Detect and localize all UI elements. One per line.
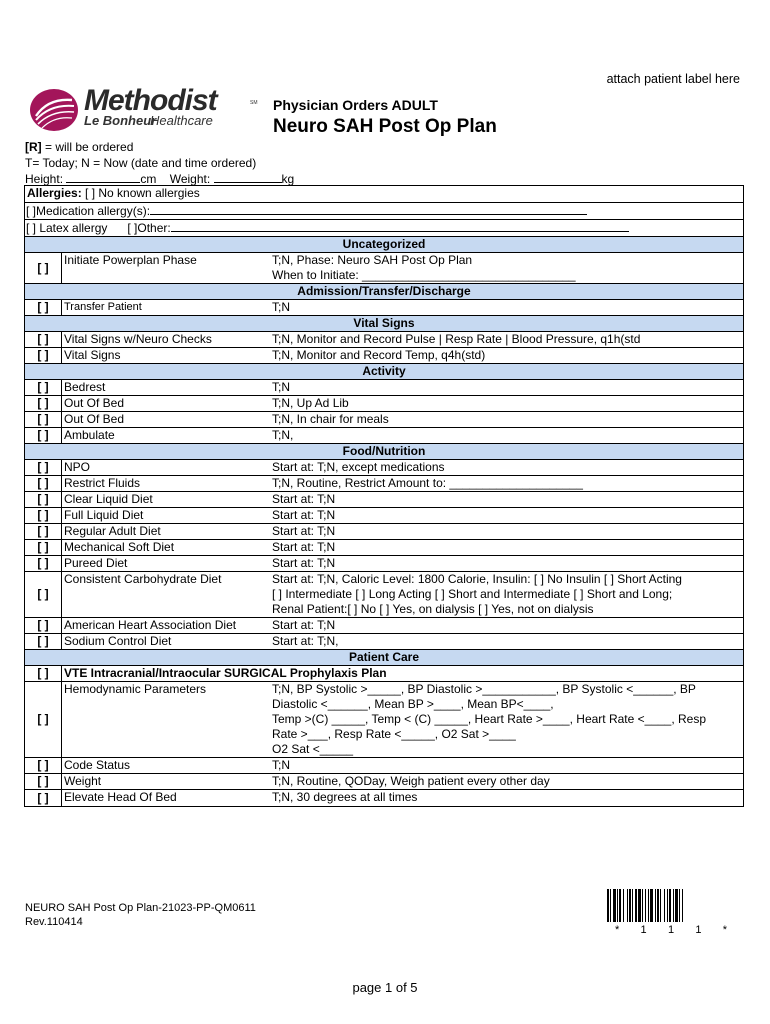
order-details: T;N, Monitor and Record Pulse | Resp Rate | Blood Pressure, q1h(std bbox=[272, 332, 641, 346]
order-details: Start at: T;N, Caloric Level: 1800 Calorie, Insulin: [ ] No Insulin [ ] Short Acting [ ] Intermediate [ ] Long Acting [ ] Short and Intermediate [ ] Short and Long; Renal Patient:[ ] No [ ] Yes, on dialysis [ ] Yes, not on dialysis bbox=[272, 572, 682, 616]
order-checkbox[interactable]: [ ] bbox=[25, 682, 62, 757]
order-row bbox=[25, 524, 743, 540]
order-name: Pureed Diet bbox=[64, 556, 128, 570]
section-header: Patient Care bbox=[25, 650, 743, 666]
order-details: T;N, BP Systolic >_____, BP Diastolic >___________, BP Systolic <______, BP Diastolic <______, Mean BP >____, Mean BP<____, Temp >(C) _____, Temp < (C) _____, Heart Rate >____, Heart Rate <____, Resp Rate >___, Resp Rate <_____, O2 Sat >____ O2 Sat <_____ bbox=[272, 682, 707, 756]
order-name: Consistent Carbohydrate Diet bbox=[64, 572, 222, 586]
order-details: T;N bbox=[272, 758, 290, 772]
medication-allergy-label: [ ]Medication allergy(s): bbox=[26, 204, 151, 218]
order-row bbox=[25, 428, 743, 444]
order-checkbox[interactable]: [ ] bbox=[25, 634, 62, 649]
latex-allergy-checkbox[interactable]: [ ] Latex allergy bbox=[26, 221, 108, 235]
revision: Rev.110414 bbox=[25, 916, 83, 928]
order-details: T;N, In chair for meals bbox=[272, 412, 389, 426]
order-details: T;N, Phase: Neuro SAH Post Op Plan When to Initiate: ________________________________ bbox=[272, 253, 576, 282]
order-name: Full Liquid Diet bbox=[64, 508, 144, 522]
order-row bbox=[25, 682, 743, 758]
order-name: Regular Adult Diet bbox=[64, 524, 161, 538]
order-row bbox=[25, 332, 743, 348]
order-name: Vital Signs bbox=[64, 348, 121, 362]
order-checkbox[interactable]: [ ] bbox=[25, 396, 62, 411]
order-name: Clear Liquid Diet bbox=[64, 492, 153, 506]
logo-service-mark: SM bbox=[250, 100, 258, 106]
order-checkbox[interactable]: [ ] bbox=[25, 618, 62, 633]
order-details: Start at: T;N bbox=[272, 618, 336, 632]
barcode-char: 1 bbox=[695, 924, 702, 936]
order-checkbox[interactable]: [ ] bbox=[25, 666, 62, 681]
order-checkbox[interactable]: [ ] bbox=[25, 572, 62, 617]
order-details: T;N, 30 degrees at all times bbox=[272, 790, 418, 804]
other-allergy-label[interactable]: [ ]Other: bbox=[127, 221, 171, 235]
order-name: Transfer Patient bbox=[64, 301, 142, 313]
methodist-logo-mark-icon bbox=[28, 86, 82, 134]
order-name: Bedrest bbox=[64, 380, 106, 394]
form-kind: Physician Orders ADULT bbox=[273, 97, 438, 113]
height-weight-line bbox=[25, 171, 294, 186]
barcode-icon bbox=[607, 889, 724, 927]
weight-field[interactable] bbox=[214, 171, 282, 183]
order-name: Vital Signs w/Neuro Checks bbox=[64, 332, 212, 346]
order-row bbox=[25, 790, 743, 806]
order-checkbox[interactable]: [ ] bbox=[25, 540, 62, 555]
order-row bbox=[25, 572, 743, 618]
order-row bbox=[25, 556, 743, 572]
order-checkbox[interactable]: [ ] bbox=[25, 556, 62, 571]
no-known-allergies-checkbox[interactable]: [ ] No known allergies bbox=[85, 186, 200, 200]
weight-unit: kg bbox=[281, 172, 295, 186]
plan-title: Neuro SAH Post Op Plan bbox=[273, 116, 497, 137]
barcode-text bbox=[615, 924, 727, 936]
order-row bbox=[25, 300, 743, 316]
order-details: T;N, Routine, Restrict Amount to: ____________________ bbox=[272, 476, 583, 490]
order-name: Code Status bbox=[64, 758, 131, 772]
order-row bbox=[25, 396, 743, 412]
order-name: Elevate Head Of Bed bbox=[64, 790, 177, 804]
order-name: Sodium Control Diet bbox=[64, 634, 172, 648]
other-allergy-field[interactable] bbox=[171, 220, 629, 232]
barcode-char: 1 bbox=[640, 924, 647, 936]
order-name: Hemodynamic Parameters bbox=[64, 682, 207, 696]
footer-form-code bbox=[25, 901, 256, 929]
order-checkbox[interactable]: [ ] bbox=[25, 508, 62, 523]
order-checkbox[interactable]: [ ] bbox=[25, 300, 62, 315]
order-checkbox[interactable]: [ ] bbox=[25, 460, 62, 475]
order-name: Ambulate bbox=[64, 428, 115, 442]
order-name: Initiate Powerplan Phase bbox=[64, 253, 197, 267]
order-checkbox[interactable]: [ ] bbox=[25, 492, 62, 507]
order-details: T;N, Routine, QODay, Weigh patient every other day bbox=[272, 774, 550, 788]
order-details: Start at: T;N bbox=[272, 556, 336, 570]
order-checkbox[interactable]: [ ] bbox=[25, 524, 62, 539]
form-code: NEURO SAH Post Op Plan-21023-PP-QM0611 bbox=[25, 902, 256, 914]
order-row bbox=[25, 492, 743, 508]
order-name: Out Of Bed bbox=[64, 396, 125, 410]
order-name: Restrict Fluids bbox=[64, 476, 141, 490]
height-label: Height: bbox=[25, 172, 64, 186]
order-row bbox=[25, 460, 743, 476]
weight-label: Weight: bbox=[169, 172, 211, 186]
order-checkbox[interactable]: [ ] bbox=[25, 348, 62, 363]
section-header: Vital Signs bbox=[25, 316, 743, 332]
legend-r-text: = will be ordered bbox=[41, 140, 134, 154]
order-name: NPO bbox=[64, 460, 91, 474]
order-details: Start at: T;N bbox=[272, 524, 336, 538]
order-row bbox=[25, 508, 743, 524]
height-unit: cm bbox=[140, 172, 157, 186]
orders-grid bbox=[24, 185, 744, 807]
order-row bbox=[25, 758, 743, 774]
allergies-label: Allergies: bbox=[27, 186, 82, 200]
order-name: VTE Intracranial/Intraocular SURGICAL Prophylaxis Plan bbox=[64, 666, 387, 680]
order-details: Start at: T;N bbox=[272, 508, 336, 522]
section-header: Uncategorized bbox=[25, 237, 743, 253]
section-header: Admission/Transfer/Discharge bbox=[25, 284, 743, 300]
height-field[interactable] bbox=[66, 171, 140, 183]
order-row bbox=[25, 774, 743, 790]
order-checkbox[interactable]: [ ] bbox=[25, 476, 62, 491]
order-name: Weight bbox=[64, 774, 102, 788]
order-checkbox[interactable]: [ ] bbox=[25, 774, 62, 789]
order-checkbox[interactable]: [ ] bbox=[25, 428, 62, 443]
order-row bbox=[25, 412, 743, 428]
logo-wordmark: Methodist bbox=[84, 84, 217, 117]
logo-subtitle-healthcare: Healthcare bbox=[150, 113, 213, 128]
page-number: page 1 of 5 bbox=[352, 980, 418, 995]
order-row bbox=[25, 634, 743, 650]
logo-subtitle-lebonheur: Le Bonheur bbox=[84, 113, 157, 128]
order-name: Mechanical Soft Diet bbox=[64, 540, 175, 554]
order-details: Start at: T;N, except medications bbox=[272, 460, 445, 474]
order-row bbox=[25, 348, 743, 364]
order-sections bbox=[25, 237, 743, 806]
section-header: Food/Nutrition bbox=[25, 444, 743, 460]
allergies-row bbox=[25, 186, 743, 202]
order-details: Start at: T;N, bbox=[272, 634, 339, 648]
order-row bbox=[25, 380, 743, 396]
order-details: Start at: T;N bbox=[272, 540, 336, 554]
barcode-char: * bbox=[615, 924, 620, 936]
order-checkbox[interactable]: [ ] bbox=[25, 253, 62, 283]
patient-label-note: attach patient label here bbox=[606, 72, 740, 86]
order-details: T;N, Monitor and Record Temp, q4h(std) bbox=[272, 348, 486, 362]
order-checkbox[interactable]: [ ] bbox=[25, 332, 62, 347]
order-row bbox=[25, 253, 743, 284]
order-name: Out Of Bed bbox=[64, 412, 125, 426]
order-name: American Heart Association Diet bbox=[64, 618, 237, 632]
section-header: Activity bbox=[25, 364, 743, 380]
latex-other-allergy-row bbox=[25, 220, 743, 237]
legend-r-marker: [R] bbox=[25, 140, 42, 154]
barcode-char: * bbox=[722, 924, 727, 936]
medication-allergy-row[interactable] bbox=[25, 202, 743, 220]
order-checkbox[interactable]: [ ] bbox=[25, 790, 62, 806]
medication-allergy-field[interactable] bbox=[150, 203, 587, 215]
order-checkbox[interactable]: [ ] bbox=[25, 758, 62, 773]
order-checkbox[interactable]: [ ] bbox=[25, 380, 62, 395]
barcode-char: 1 bbox=[667, 924, 675, 936]
order-checkbox[interactable]: [ ] bbox=[25, 412, 62, 427]
order-row bbox=[25, 618, 743, 634]
order-row bbox=[25, 666, 743, 682]
methodist-logo bbox=[28, 86, 263, 134]
legend-block bbox=[25, 139, 256, 171]
legend-line-1 bbox=[25, 139, 256, 155]
order-details: T;N, bbox=[272, 428, 294, 442]
order-row bbox=[25, 476, 743, 492]
order-details: T;N, Up Ad Lib bbox=[272, 396, 349, 410]
order-details: T;N bbox=[272, 300, 290, 314]
legend-line-2: T= Today; N = Now (date and time ordered) bbox=[25, 156, 257, 170]
order-details: T;N bbox=[272, 380, 290, 394]
order-details: Start at: T;N bbox=[272, 492, 336, 506]
order-row bbox=[25, 540, 743, 556]
